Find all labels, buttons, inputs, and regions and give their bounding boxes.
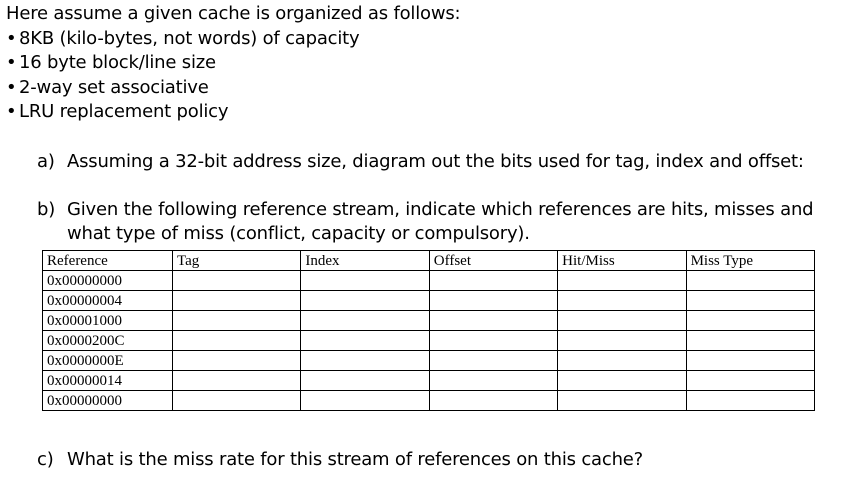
- index-cell[interactable]: [301, 311, 429, 331]
- question-a-label: a): [37, 151, 55, 172]
- table-row: [43, 391, 815, 411]
- reference-cell: 0x00000000: [43, 271, 173, 291]
- question-b-text: Given the following reference stream, indicate which references are hits, misses and what type of miss (conflict, capacity or compulsory).: [67, 199, 814, 244]
- index-cell[interactable]: [301, 331, 429, 351]
- reference-cell: 0x00000014: [43, 371, 173, 391]
- hit-miss-cell[interactable]: [558, 371, 686, 391]
- header-offset: Offset: [429, 251, 557, 271]
- hit-miss-cell[interactable]: [558, 351, 686, 371]
- tag-cell[interactable]: [173, 371, 301, 391]
- index-cell[interactable]: [301, 391, 429, 411]
- miss-type-cell[interactable]: [686, 311, 814, 331]
- header-reference: Reference: [43, 251, 173, 271]
- offset-cell[interactable]: [429, 391, 557, 411]
- tag-cell[interactable]: [173, 291, 301, 311]
- offset-cell[interactable]: [429, 351, 557, 371]
- tag-cell[interactable]: [173, 351, 301, 371]
- miss-type-cell[interactable]: [686, 371, 814, 391]
- header-miss-type: Miss Type: [686, 251, 814, 271]
- question-c-label: c): [37, 449, 54, 470]
- header-tag: Tag: [173, 251, 301, 271]
- reference-cell: 0x00001000: [43, 311, 173, 331]
- table-row: [43, 331, 815, 351]
- hit-miss-cell[interactable]: [558, 331, 686, 351]
- table-row: [43, 351, 815, 371]
- cache-spec-section: [6, 2, 460, 125]
- table-row: [43, 371, 815, 391]
- reference-cell: 0x00000000: [43, 391, 173, 411]
- tag-cell[interactable]: [173, 331, 301, 351]
- offset-cell[interactable]: [429, 371, 557, 391]
- reference-cell: 0x0000200C: [43, 331, 173, 351]
- offset-cell[interactable]: [429, 311, 557, 331]
- miss-type-cell[interactable]: [686, 351, 814, 371]
- miss-type-cell[interactable]: [686, 271, 814, 291]
- table-row: [43, 311, 815, 331]
- hit-miss-cell[interactable]: [558, 391, 686, 411]
- table-row: [43, 271, 815, 291]
- offset-cell[interactable]: [429, 291, 557, 311]
- header-index: Index: [301, 251, 429, 271]
- cache-spec-list: [6, 27, 460, 125]
- offset-cell[interactable]: [429, 271, 557, 291]
- table-header-row: [43, 251, 815, 271]
- miss-type-cell[interactable]: [686, 331, 814, 351]
- cache-spec-capacity: • 8KB (kilo-bytes, not words) of capacity: [6, 27, 460, 52]
- tag-cell[interactable]: [173, 391, 301, 411]
- question-b: [37, 198, 827, 246]
- cache-spec-associativity: • 2-way set associative: [6, 76, 460, 101]
- header-hit-miss: Hit/Miss: [558, 251, 686, 271]
- index-cell[interactable]: [301, 351, 429, 371]
- tag-cell[interactable]: [173, 311, 301, 331]
- question-b-label: b): [37, 199, 56, 220]
- hit-miss-cell[interactable]: [558, 311, 686, 331]
- reference-stream-table: [42, 250, 815, 411]
- question-a-text: Assuming a 32-bit address size, diagram out the bits used for tag, index and offset:: [67, 151, 804, 172]
- question-c-text: What is the miss rate for this stream of references on this cache?: [67, 449, 644, 470]
- offset-cell[interactable]: [429, 331, 557, 351]
- table-row: [43, 291, 815, 311]
- cache-spec-block-size: • 16 byte block/line size: [6, 51, 460, 76]
- index-cell[interactable]: [301, 271, 429, 291]
- question-a: [37, 150, 827, 174]
- reference-cell: 0x0000000E: [43, 351, 173, 371]
- miss-type-cell[interactable]: [686, 391, 814, 411]
- cache-spec-replacement: • LRU replacement policy: [6, 100, 460, 125]
- index-cell[interactable]: [301, 371, 429, 391]
- miss-type-cell[interactable]: [686, 291, 814, 311]
- cache-spec-heading: Here assume a given cache is organized as follows:: [6, 3, 461, 24]
- question-c: [37, 448, 827, 472]
- hit-miss-cell[interactable]: [558, 291, 686, 311]
- hit-miss-cell[interactable]: [558, 271, 686, 291]
- index-cell[interactable]: [301, 291, 429, 311]
- tag-cell[interactable]: [173, 271, 301, 291]
- reference-cell: 0x00000004: [43, 291, 173, 311]
